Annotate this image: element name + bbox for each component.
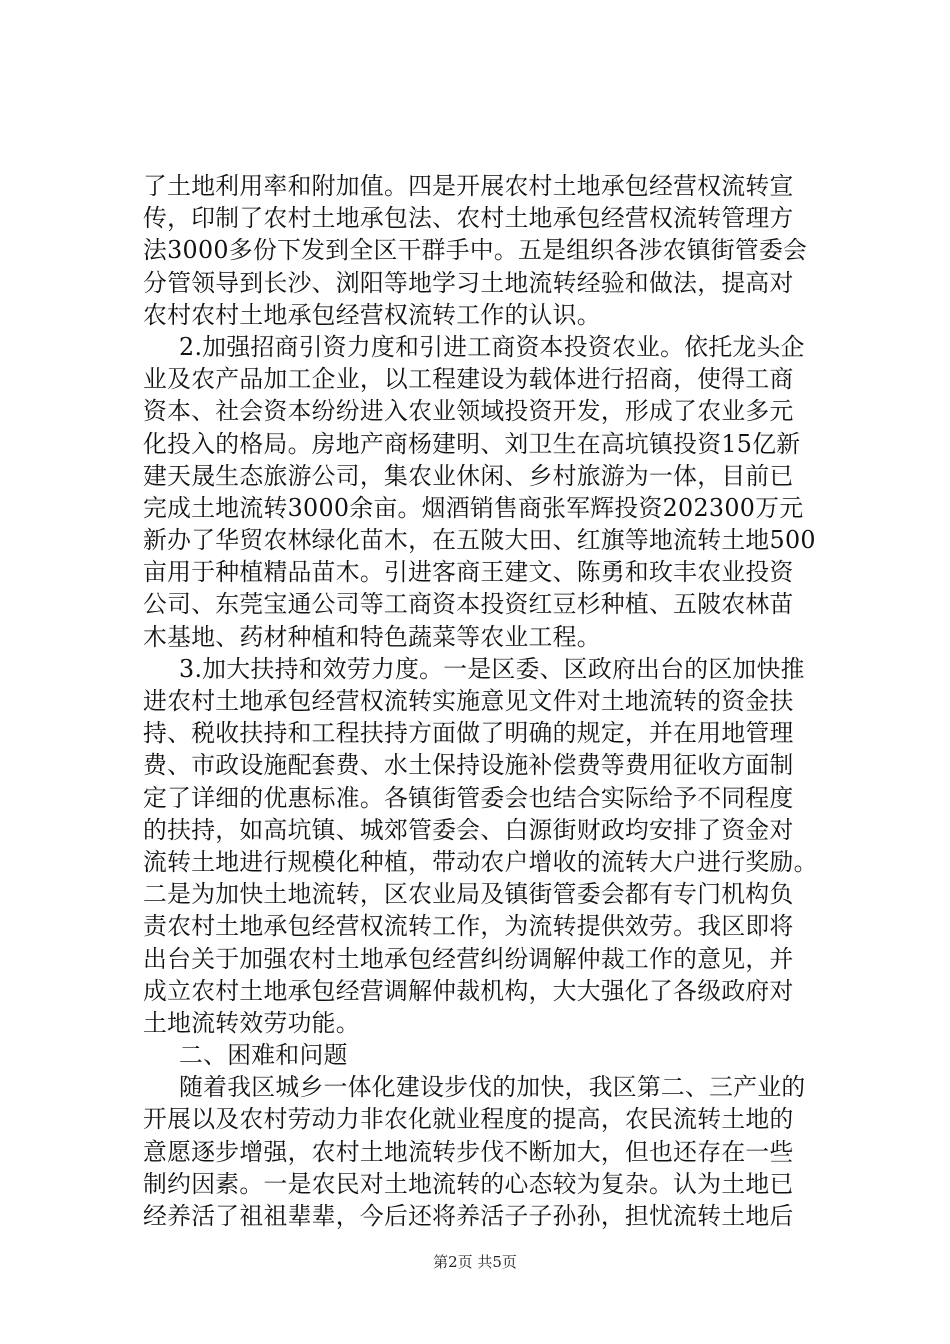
text-line: 定了详细的优惠标准。各镇街管委会也结合实际给予不同程度 <box>143 783 794 812</box>
text-line: 土地流转效劳功能。 <box>143 1008 360 1037</box>
text-line: 分管领导到长沙、浏阳等地学习土地流转经验和做法，提高对 <box>143 268 794 297</box>
text-line: 传，印制了农村土地承包法、农村土地承包经营权流转管理方 <box>143 204 794 233</box>
text-line: 进农村土地承包经营权流转实施意见文件对土地流转的资金扶 <box>143 687 794 715</box>
text-line: 流转土地进行规模化种植，带动农户增收的流转大户进行奖励。 <box>143 847 818 876</box>
paragraph-start-line: 2.加强招商引资力度和引进工商资本投资农业。依托龙头企 <box>179 332 805 361</box>
text-line: 责农村土地承包经营权流转工作，为流转提供效劳。我区即将 <box>143 912 794 941</box>
section-heading: 二、困难和问题 <box>179 1041 348 1070</box>
document-body <box>143 170 828 1232</box>
text-line: 法3000多份下发到全区干群手中。五是组织各涉农镇街管委会 <box>143 236 808 265</box>
text-line: 了土地利用率和附加值。四是开展农村土地承包经营权流转宣 <box>143 172 794 200</box>
text-line: 新办了华贸农林绿化苗木，在五陂大田、红旗等地流转土地500 <box>143 526 816 555</box>
text-line: 化投入的格局。房地产商杨建明、刘卫生在高坑镇投资15亿新 <box>143 429 801 458</box>
paragraph-start-line: 随着我区城乡一体化建设步伐的加快，我区第二、三产业的 <box>179 1073 806 1102</box>
text-line: 出台关于加强农村土地承包经营纠纷调解仲裁工作的意见，并 <box>143 944 794 973</box>
text-line: 完成土地流转3000余亩。烟酒销售商张军辉投资202300万元 <box>143 493 804 522</box>
page-number-footer: 第2页 共5页 <box>433 1253 517 1271</box>
text-line: 二是为加快土地流转，区农业局及镇街管委会都有专门机构负 <box>143 880 794 909</box>
text-line: 亩用于种植精品苗木。引进客商王建文、陈勇和玫丰农业投资 <box>143 558 794 587</box>
text-line: 业及农产品加工企业，以工程建设为载体进行招商，使得工商 <box>143 365 794 394</box>
text-line: 木基地、药材种植和特色蔬菜等农业工程。 <box>143 622 601 651</box>
text-line: 的扶持，如高坑镇、城郊管委会、白源街财政均安排了资金对 <box>143 815 794 844</box>
text-line: 成立农村土地承包经营调解仲裁机构，大大强化了各级政府对 <box>143 976 794 1005</box>
text-line: 制约因素。一是农民对土地流转的心态较为复杂。认为土地已 <box>143 1169 794 1198</box>
text-line: 开展以及农村劳动力非农化就业程度的提高，农民流转土地的 <box>143 1105 794 1134</box>
text-line: 意愿逐步增强，农村土地流转步伐不断加大，但也还存在一些 <box>143 1137 794 1166</box>
text-line: 经养活了祖祖辈辈，今后还将养活子子孙孙，担忧流转土地后 <box>143 1202 794 1230</box>
text-line: 持、税收扶持和工程扶持方面做了明确的规定，并在用地管理 <box>143 719 794 748</box>
text-line: 公司、东莞宝通公司等工商资本投资红豆杉种植、五陂农林苗 <box>143 590 794 619</box>
text-line: 费、市政设施配套费、水土保持设施补偿费等费用征收方面制 <box>143 751 794 780</box>
text-line: 建天晟生态旅游公司，集农业休闲、乡村旅游为一体，目前已 <box>143 461 794 490</box>
paragraph-start-line: 3.加大扶持和效劳力度。一是区委、区政府出台的区加快推 <box>179 654 805 683</box>
text-line: 农村农村土地承包经营权流转工作的认识。 <box>143 300 601 329</box>
text-line: 资本、社会资本纷纷进入农业领域投资开发，形成了农业多元 <box>143 397 794 426</box>
